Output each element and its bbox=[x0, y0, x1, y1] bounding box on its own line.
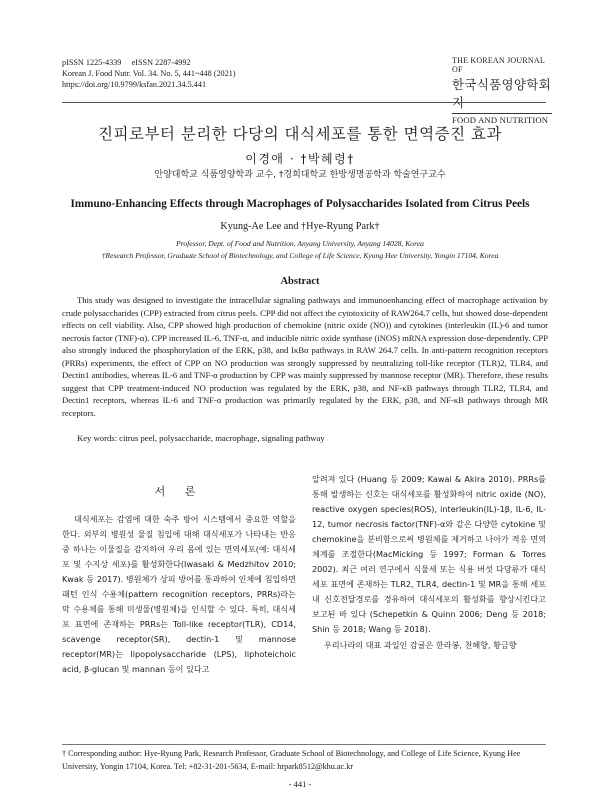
affiliation-english-2: †Research Professor, Graduate School of Biotechnology, and College of Life Science, Kyung Hee University, Yongin 17104, Korea bbox=[101, 250, 499, 260]
intro-paragraph-1: 대식세포는 감염에 대한 숙주 방어 시스템에서 중요한 역할을 한다. 외부의 병원성 물질 침입에 대해 대식세포가 나타내는 반응 중 하나는 이물질을 감지하여 우리 몸에 있는 면역세포(예: 대식세포 및 수지상 세포)를 활성화한다(Iwasaki & Medzhitov 2010; Kwak 등 2017). 병원체가 상피 방어를 통과하여 인체에 침입하면 패턴 인식 수용체(pattern recognition receptors, PRRs)라는 막 수용체를 통해 미생물(병원체)을 인식할 수 있다. 특히, 대식세포 표면에 존재하는 PRRs는 Toll-like receptor(TLR), CD14, scavenge receptor(SR), dectin-1 및 mannose receptor(MR)는 lipopolysaccharide (LPS), liphoteichoic acid, β-glucan 및 mannan 등이 있다고 bbox=[62, 514, 296, 675]
intro-left-column bbox=[62, 512, 296, 678]
journal-name-en-bottom: FOOD AND NUTRITION bbox=[452, 115, 549, 125]
intro-paragraph-1-continued: 알려져 있다 (Huang 등 2009; Kawai & Akira 2010). PRRs를 통해 발생하는 신호는 대식세포를 활성화하여 nitric oxide (NO), reactive oxygen species(ROS), interleukin(IL)-1β, IL-6, IL-12, tumor necrosis factor(TNF)-α와 같은 다양한 cytokine 및 chemokine을 분비함으로써 병원체를 제거하고 나아가 적응 면역 체계를 조절한다(MacMicking 등 1997; Forman & Torres 2002). 최근 여러 연구에서 식물세 또는 식용 버섯 다당류가 대식세포 표면에 존재하는 TLR2, TLR4, dectin-1 및 MR을 통해 세포내 신호전달경로를 경유하여 대식세포의 활성화를 향상시킨다고 보고된 바 있다 (Schepetkin & Quinn 2006; Deng 등 2018; Shin 등 2018; Wang 등 2018). bbox=[312, 474, 546, 635]
footnote-rule bbox=[62, 744, 546, 745]
affiliation-korean: 안양대학교 식품영양학과 교수, †경희대학교 한방생명공학과 학술연구교수 bbox=[154, 170, 446, 180]
journal-divider bbox=[452, 113, 552, 114]
abstract-text: This study was designed to investigate the intracellular signaling pathways and immunoenhancing effect of macrophage activation by crude polysaccharides (CPP) extracted from citrus peels. CPP did not affect the cytotoxicity of RAW264.7 cells, but showed dose-dependent effects on cell viability. Also, CPP showed high production of chemokine (nitric oxide (NO)) and cytokines (interleukin (IL)-6 and tumor necrosis factor (TNF)-α). CPP increased IL-6, TNF-α, and inducible nitric oxide synthase (iNOS) mRNA expression dose-dependently. CPP also strongly induced the phosphorylation of the ERK, p38, and IκBα pathways in RAW 264.7 cells. In anti-pattern recognition receptors (PRRs) experiments, the effect of CPP on NO production was strongly suppressed by neutralizing toll-like receptor (TLR)2, TLR4, and Dectin1 antibodies, whereas IL-6 and TNF-α production by CPP was mainly suppressed by mannose receptor (MR). Therefore, these results suggest that CPP treatment-induced NO production was regulated by the ERK, p38, and NF-κB pathways through TLR2, TLR4, and Dectin1 receptors, whereas IL-6 and TNF-α production was primarily regulated by the ERK, p38, and NF-κB pathways through MR receptors. bbox=[62, 295, 548, 418]
header-rule bbox=[62, 102, 546, 103]
journal-logo bbox=[452, 56, 552, 125]
doi-line[interactable]: https://doi.org/10.9799/ksfan.2021.34.5.441 bbox=[62, 80, 207, 89]
intro-right-column bbox=[312, 472, 546, 653]
journal-name-en-top: THE KOREAN JOURNAL OF bbox=[452, 56, 545, 74]
title-english: Immuno-Enhancing Effects through Macrophages of Polysaccharides Isolated from Citrus Peels bbox=[70, 198, 530, 210]
affiliation-english bbox=[0, 238, 600, 261]
journal-name-ko: 한국식품영양학회지 bbox=[452, 77, 552, 110]
authors-english: Kyung-Ae Lee and †Hye-Ryung Park† bbox=[220, 221, 380, 232]
abstract-body bbox=[62, 294, 548, 419]
corresponding-author-footnote: † Corresponding author: Hye-Ryung Park, Research Professor, Graduate School of Biotechnology, and College of Life Science, Kyung Hee University, Yongin 17104, Korea. Tel: +82-31-201-5634, E-mail: hrpark8512@khu.ac.kr bbox=[62, 749, 521, 771]
article-metadata bbox=[62, 57, 236, 90]
page-number: - 441 - bbox=[288, 779, 312, 789]
issn-line: pISSN 1225-4339 eISSN 2287-4992 bbox=[62, 58, 191, 67]
title-korean: 진피로부터 분리한 다당의 대식세포를 통한 면역증진 효과 bbox=[98, 125, 502, 143]
intro-paragraph-2: 우리나라의 대표 과일인 감귤은 한라봉, 천혜향, 황금향 bbox=[324, 639, 517, 650]
affiliation-english-1: Professor, Dept. of Food and Nutrition, Anyang University, Anyang 14028, Korea bbox=[176, 239, 424, 248]
citation-line: Korean J. Food Nutr. Vol. 34. No. 5, 441~448 (2021) bbox=[62, 69, 236, 78]
authors-korean: 이경애 · †박혜령† bbox=[245, 152, 355, 166]
abstract-heading: Abstract bbox=[280, 276, 320, 287]
keywords: Key words: citrus peel, polysaccharide, macrophage, signaling pathway bbox=[77, 433, 325, 443]
section-heading-introduction: 서 론 bbox=[154, 485, 204, 498]
